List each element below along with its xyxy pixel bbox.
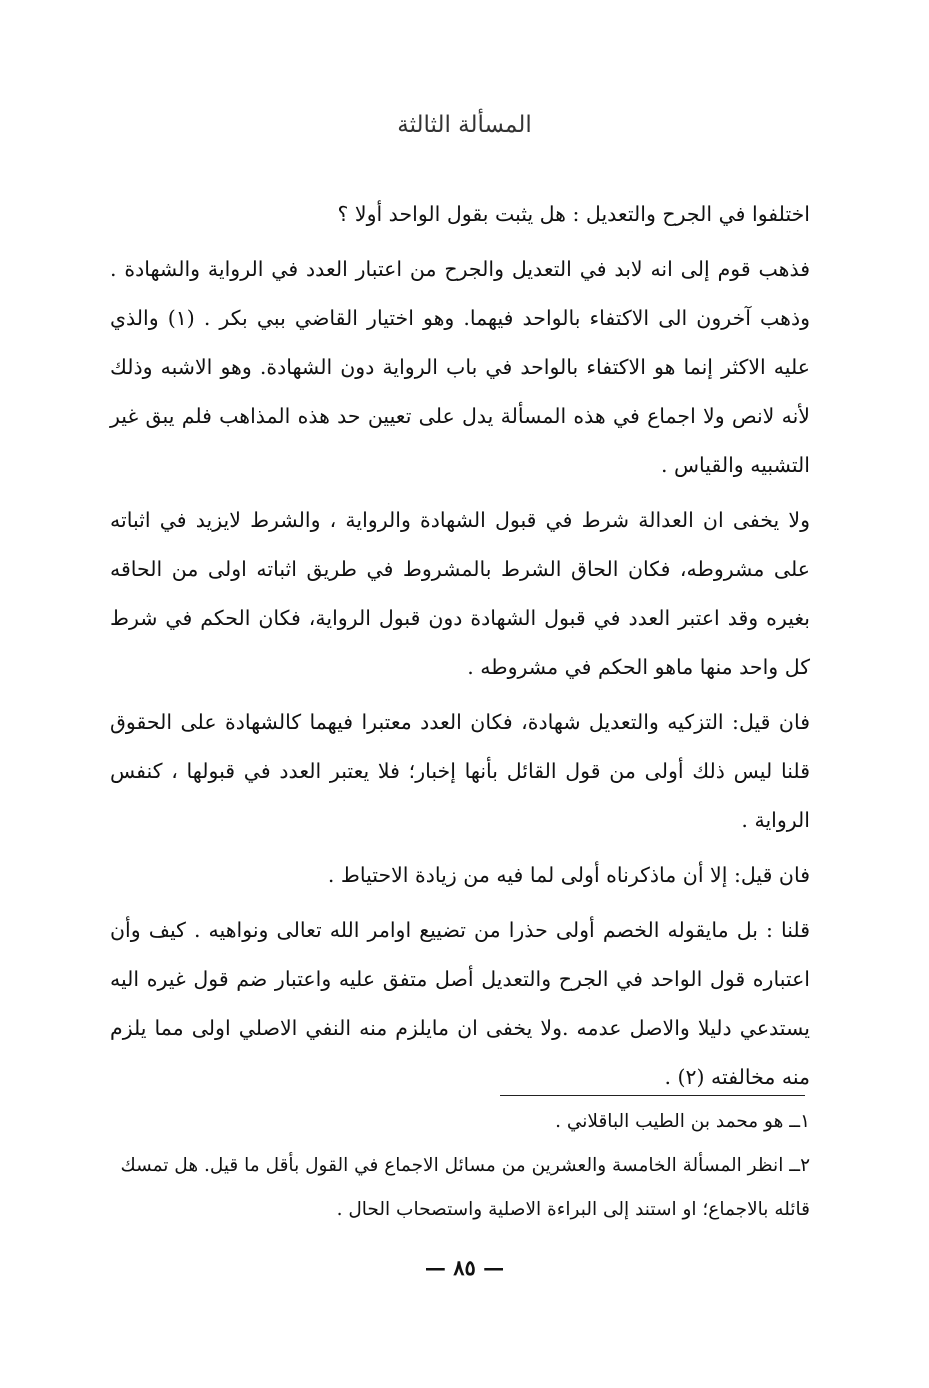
paragraph-objection-1: فان قيل: التزكيه والتعديل شهادة، فكان العدد معتبرا فيهما كالشهادة على الحقوق قلنا ليس ذلك أولى من قول القائل بأنها إخبار؛ فلا يعتبر العدد في قبولها ، كنفس الرواية . [110,710,810,832]
page-number: — ٨٥ — [424,1255,505,1280]
main-text [110,190,810,1102]
paragraph-reply: قلنا : بل مايقوله الخصم أولى حذرا من تضييع اوامر الله تعالى ونواهيه . كيف وأن اعتباره قول الواحد في الجرح والتعديل أصل متفق عليه واعتبار ضم قول غيره اليه يستدعي دليلا والاصل عدمه .ولا يخفى ان مايلزم منه النفي الاصلي اولى مما يلزم منه مخالفته (٢) . [110,918,810,1089]
paragraph-objection-2: فان قيل: إلا أن ماذكرناه أولى لما فيه من زيادة الاحتياط . [327,863,810,887]
footnote-2: ٢ــ انظر المسألة الخامسة والعشرين من مسائل الاجماع في القول بأقل ما قيل. هل تمسك قائله بالاجماع؛ او استند إلى البراءة الاصلية واستصحاب الحال . [120,1155,810,1220]
paragraph-argument: ولا يخفى ان العدالة شرط في قبول الشهادة والرواية ، والشرط لايزيد في اثباته على مشروطه، فكان الحاق الشرط بالمشروط في طريق اثباته اولى من الحاقه بغيره وقد اعتبر العدد في قبول الشهادة دون قبول الرواية، فكان الحكم في شرط كل واحد منها ماهو الحكم في مشروطه . [110,508,810,679]
footnote-1: ١ــ هو محمد بن الطيب الباقلاني . [555,1111,810,1132]
paragraph-question: اختلفوا في الجرح والتعديل : هل يثبت بقول الواحد أولا ؟ [337,202,810,226]
footnote-divider [500,1095,805,1096]
footnotes [110,1100,810,1232]
paragraph-opinions: فذهب قوم إلى انه لابد في التعديل والجرح من اعتبار العدد في الرواية والشهادة . وذهب آخرون الى الاكتفاء بالواحد فيهما. وهو اختيار القاضي ببي بكر . (١) والذي عليه الاكثر إنما هو الاكتفاء بالواحد في باب الرواية دون الشهادة. وهو الاشبه وذلك لأنه لانص ولا اجماع في هذه المسألة يدل على تعيين حد هذه المذاهب فلم يبق غير التشبيه والقياس . [110,257,810,477]
chapter-heading: المسألة الثالثة [397,112,532,138]
